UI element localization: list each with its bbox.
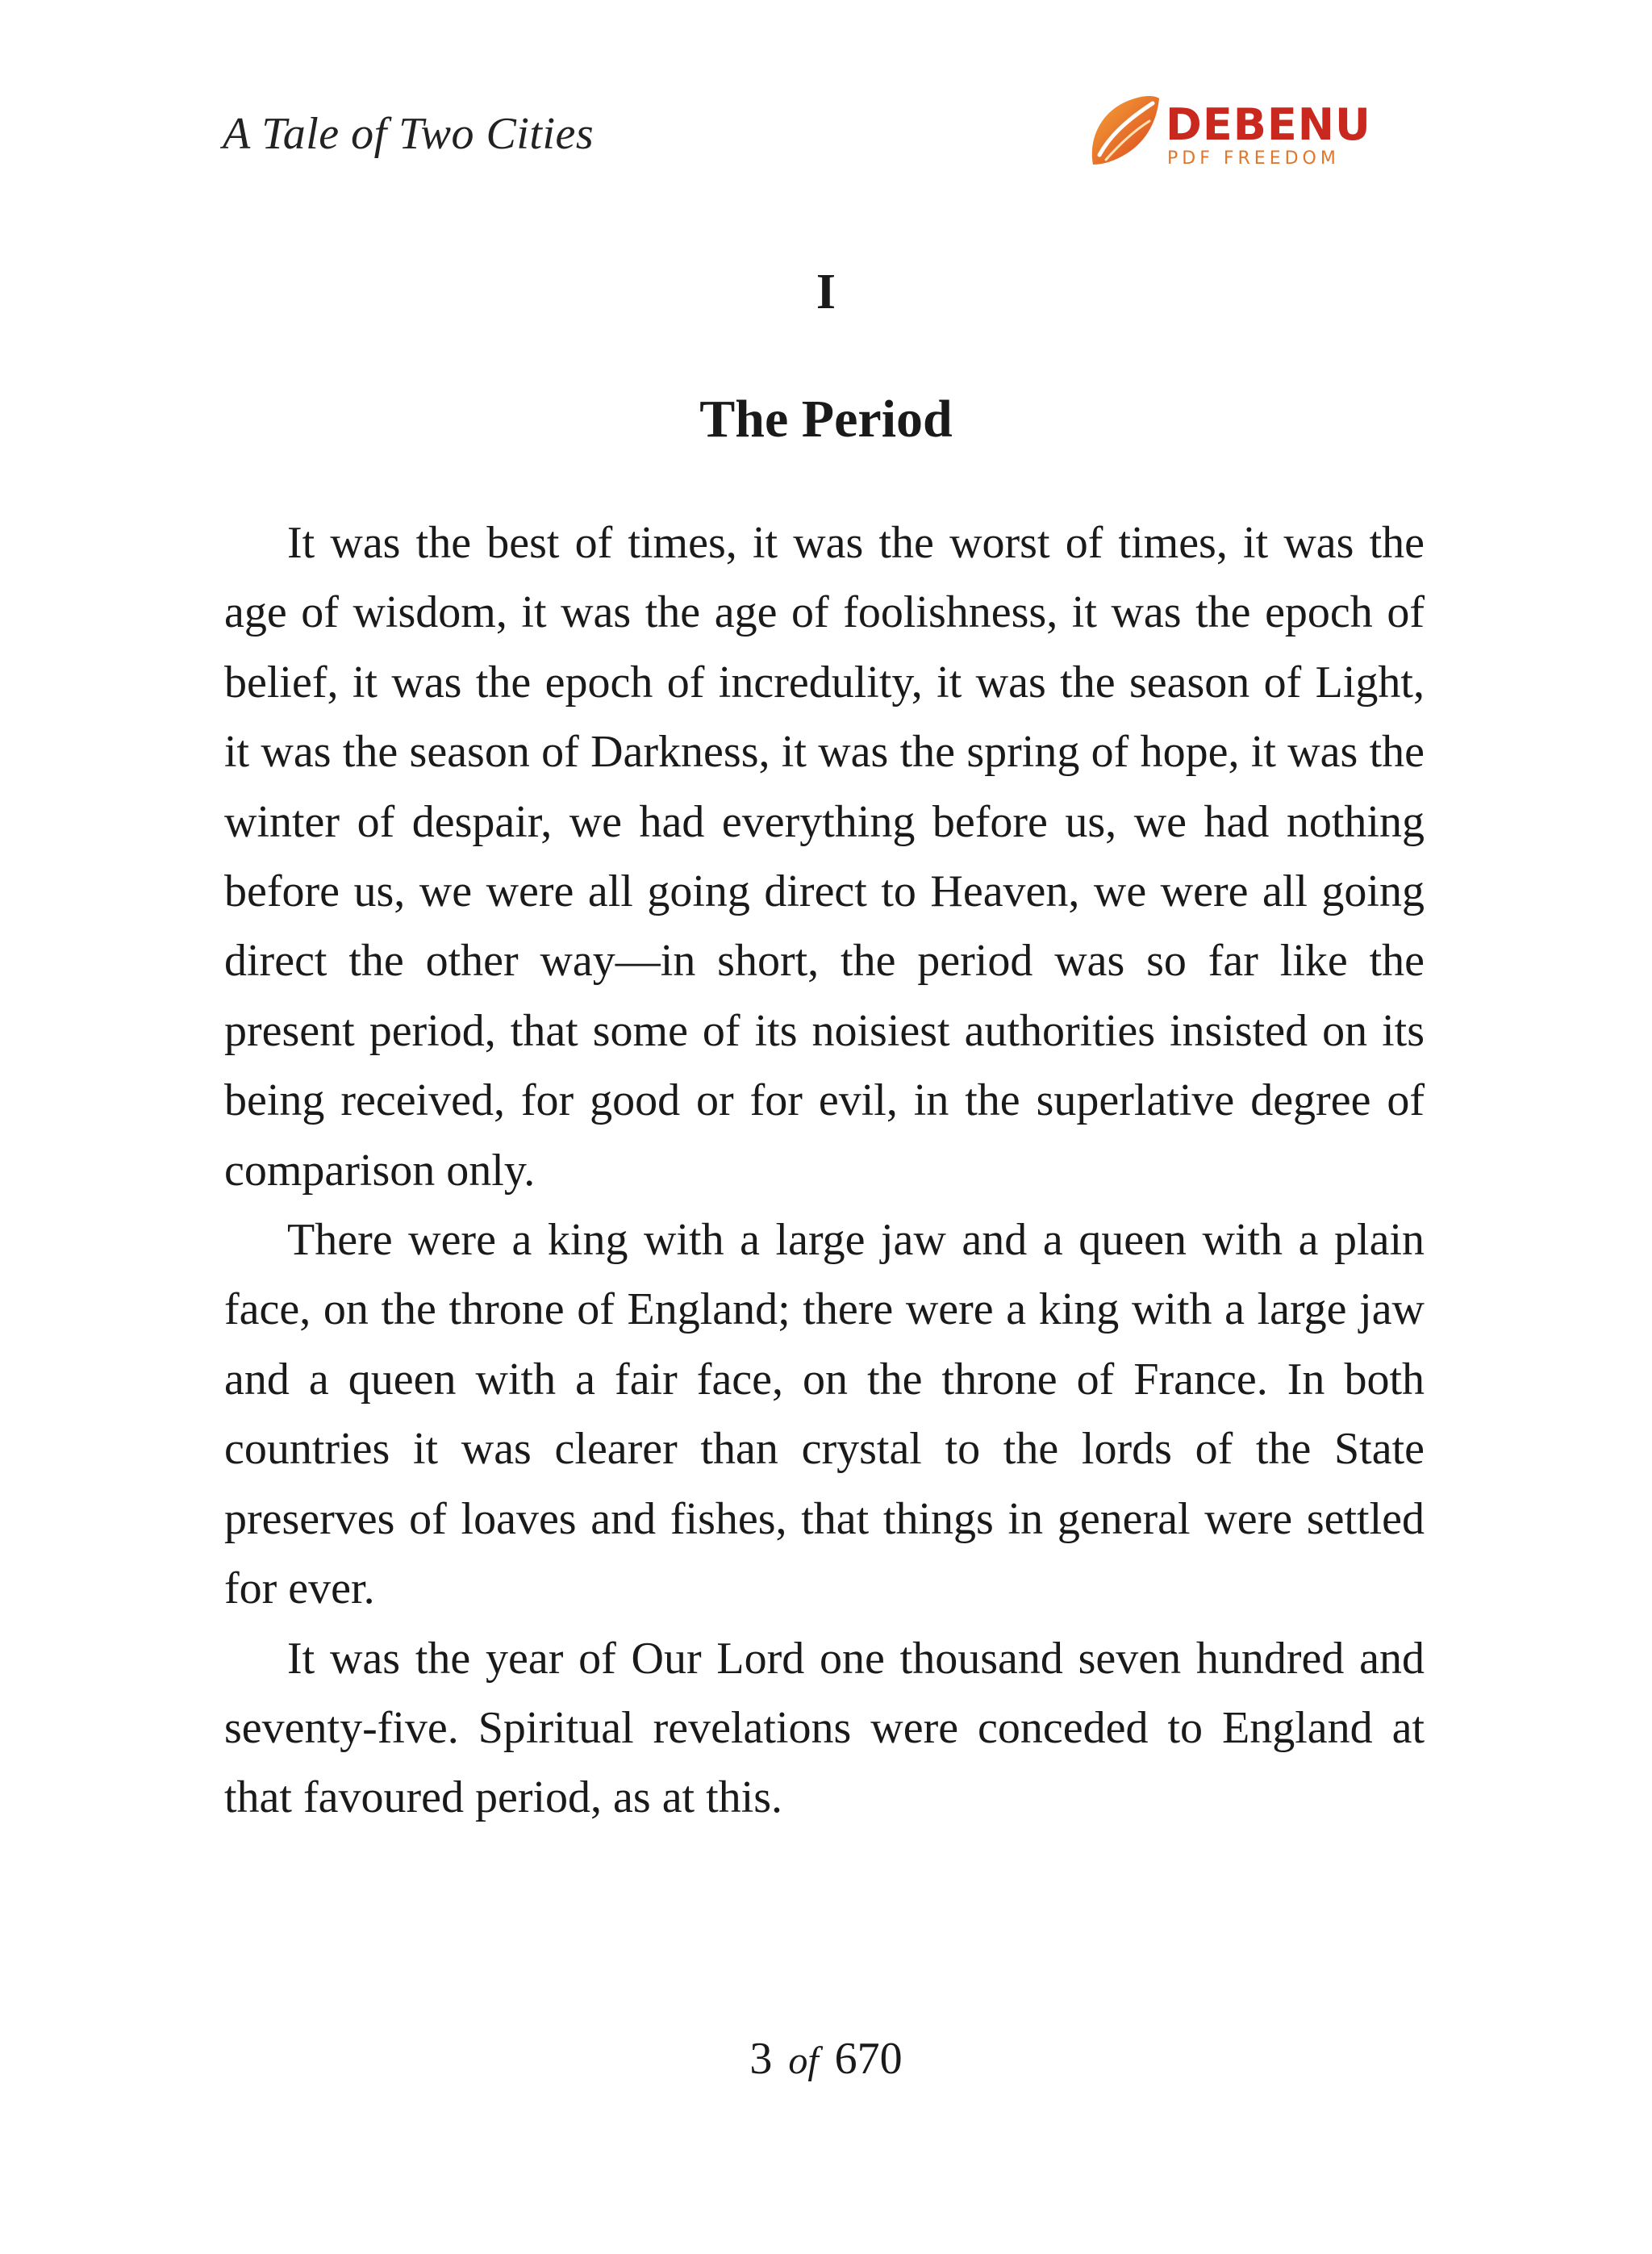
- paragraph: It was the year of Our Lord one thousand seven hundred and seventy-five. Spiritual revelations were conceded to England at that favoured period, as at this.: [224, 1633, 1425, 1823]
- current-page: 3: [749, 2034, 773, 2084]
- paragraph: It was the best of times, it was the worst of times, it was the age of wisdom, it was the age of foolishness, it was the epoch of belief, it was the epoch of incredulity, it was the season of Light, it was the season of Darkness, it was the spring of hope, it was the winter of despair, we had everything before us, we had nothing before us, we were all going direct to Heaven, we were all going direct the other way—in short, the period was so far like the present period, that some of its noisiest authorities insisted on its being received, for good or for evil, in the superlative degree of comparison only.: [224, 518, 1425, 1196]
- brand-tagline: PDF FREEDOM: [1167, 148, 1340, 169]
- chapter-body: [224, 508, 1425, 1833]
- brand-name: DEBENU: [1166, 99, 1371, 150]
- paragraph: There were a king with a large jaw and a queen with a plain face, on the throne of England; there were a king with a large jaw and a queen with a fair face, on the throne of France. In both countries it was clearer than crystal to the lords of the State preserves of loaves and fishes, that things in general were settled for ever.: [224, 1215, 1425, 1614]
- page-number: [0, 2027, 1652, 2093]
- leaf-swoosh-icon: [1085, 90, 1162, 171]
- chapter-number: I: [816, 265, 836, 319]
- page-of-label: of: [788, 2039, 819, 2082]
- debenu-logo: [1085, 90, 1371, 171]
- chapter-title: The Period: [699, 390, 953, 449]
- page-header: [0, 0, 1652, 186]
- total-pages: 670: [834, 2034, 903, 2084]
- book-title: A Tale of Two Cities: [223, 109, 594, 159]
